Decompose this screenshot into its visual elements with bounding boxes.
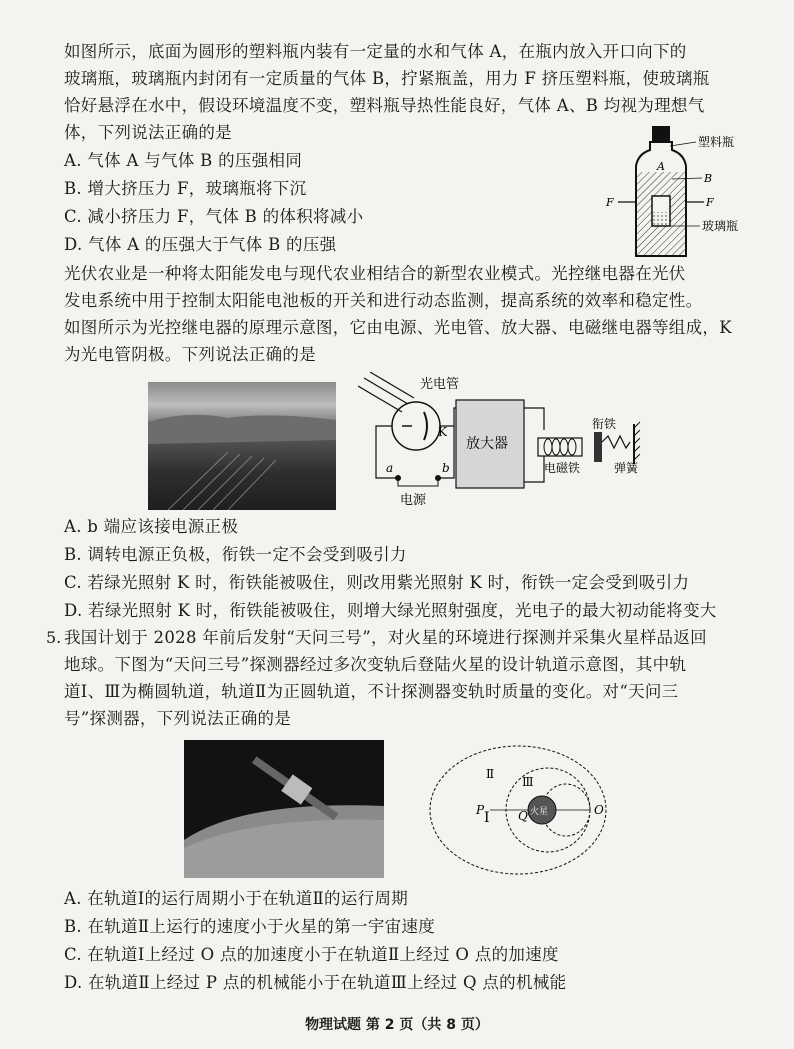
armature (594, 432, 602, 462)
orbit-diagram (418, 738, 618, 878)
label-gas-a: A (657, 160, 665, 173)
q4-option-c: C. 若绿光照射 K 时，衔铁能被吸住，则改用紫光照射 K 时，衔铁一定会受到吸引力 (64, 573, 690, 592)
q3-stem-line-2: 玻璃瓶，玻璃瓶内封闭有一定质量的气体 B，拧紧瓶盖，用力 F 挤压塑料瓶，使玻璃瓶 (64, 69, 710, 88)
q5-stem-line-1: 我国计划于 2028 年前后发射“天问三号”，对火星的环境进行探测并采集火星样品返回 (64, 628, 707, 647)
label-plastic-bottle: 塑料瓶 (698, 135, 735, 149)
q4-stem-line-3: 如图所示为光控继电器的原理示意图，它由电源、光电管、放大器、电磁继电器等组成，K (64, 318, 732, 337)
q4-option-d: D. 若绿光照射 K 时，衔铁能被吸住，则增大绿光照射强度，光电子的最大初动能将变大 (64, 601, 717, 620)
q5-stem-line-4: 号”探测器，下列说法正确的是 (64, 709, 292, 728)
label-orbit-I: Ⅰ (484, 810, 490, 826)
bottle-diagram (600, 122, 740, 262)
label-phototube: 光电管 (420, 377, 460, 392)
label-gas-b: B (704, 172, 713, 185)
q3-stem-line-1: 如图所示，底面为圆形的塑料瓶内装有一定量的水和气体 A，在瓶内放入开口向下的 (64, 42, 687, 61)
q5-option-b: B. 在轨道Ⅱ上运行的速度小于火星的第一宇宙速度 (64, 917, 436, 936)
spacecraft-photo (184, 740, 384, 878)
label-armature: 衔铁 (592, 417, 617, 431)
cathode-k (424, 412, 427, 440)
phototube (392, 402, 440, 450)
q4-stem-line-4: 为光电管阴极。下列说法正确的是 (64, 345, 316, 364)
label-point-p: P (476, 803, 485, 817)
pv-farm-photo (148, 382, 336, 510)
q3-stem-line-3: 恰好悬浮在水中，假设环境温度不变，塑料瓶导热性能良好，气体 A、B 均视为理想气 (64, 96, 705, 115)
label-power-source: 电源 (400, 493, 427, 508)
label-force-right: F (706, 196, 714, 209)
page-footer: 物理试题 第 2 页（共 8 页） (305, 1017, 489, 1033)
label-force-left: F (606, 196, 614, 209)
label-point-q: Q (518, 809, 528, 823)
label-amplifier: 放大器 (466, 436, 508, 452)
q4-stem-line-2: 发电系统中用于控制太阳能电池板的开关和进行动态监测，提高系统的效率和稳定性。 (64, 291, 703, 310)
label-spring: 弹簧 (614, 461, 639, 475)
label-cathode-k: K (438, 425, 447, 439)
label-glass-bottle: 玻璃瓶 (702, 219, 739, 233)
q5-option-a: A. 在轨道Ⅰ的运行周期小于在轨道Ⅱ的运行周期 (64, 889, 409, 908)
q5-stem-line-3: 道Ⅰ、Ⅲ为椭圆轨道，轨道Ⅱ为正圆轨道，不计探测器变轨时质量的变化。对“天问三 (64, 682, 679, 701)
relay-circuit-diagram (358, 372, 658, 512)
q5-stem-line-2: 地球。下图为“天问三号”探测器经过多次变轨后登陆火星的设计轨道示意图，其中轨 (64, 655, 687, 674)
label-terminal-b: b (442, 461, 450, 475)
spring (602, 436, 630, 448)
glass-bottle-water (653, 212, 669, 225)
bottle-cap (652, 126, 670, 142)
power-source (398, 478, 438, 486)
label-terminal-a: a (386, 461, 394, 475)
q3-option-b: B. 增大挤压力 F，玻璃瓶将下沉 (64, 179, 307, 198)
q5-option-d: D. 在轨道Ⅱ上经过 P 点的机械能小于在轨道Ⅲ上经过 Q 点的机械能 (64, 973, 567, 992)
label-point-o: O (594, 803, 604, 817)
q5-number: 5. (46, 628, 62, 647)
label-orbit-II: Ⅱ (486, 767, 495, 781)
q3-stem-line-4: 体，下列说法正确的是 (64, 123, 232, 142)
q4-stem-line-1: 光伏农业是一种将太阳能发电与现代农业相结合的新型农业模式。光控继电器在光伏 (64, 264, 686, 283)
q5-option-c: C. 在轨道Ⅰ上经过 O 点的加速度小于在轨道Ⅱ上经过 O 点的加速度 (64, 945, 559, 964)
label-orbit-III: Ⅲ (522, 775, 534, 789)
q4-option-b: B. 调转电源正负极，衔铁一定不会受到吸引力 (64, 545, 407, 564)
q3-option-a: A. 气体 A 与气体 B 的压强相同 (64, 151, 303, 170)
q3-option-c: C. 减小挤压力 F，气体 B 的体积将减小 (64, 207, 364, 226)
label-mars: 火星 (530, 807, 549, 817)
q3-option-d: D. 气体 A 的压强大于气体 B 的压强 (64, 235, 337, 254)
label-electromagnet: 电磁铁 (544, 461, 581, 475)
q4-option-a: A. b 端应该接电源正极 (64, 517, 239, 536)
